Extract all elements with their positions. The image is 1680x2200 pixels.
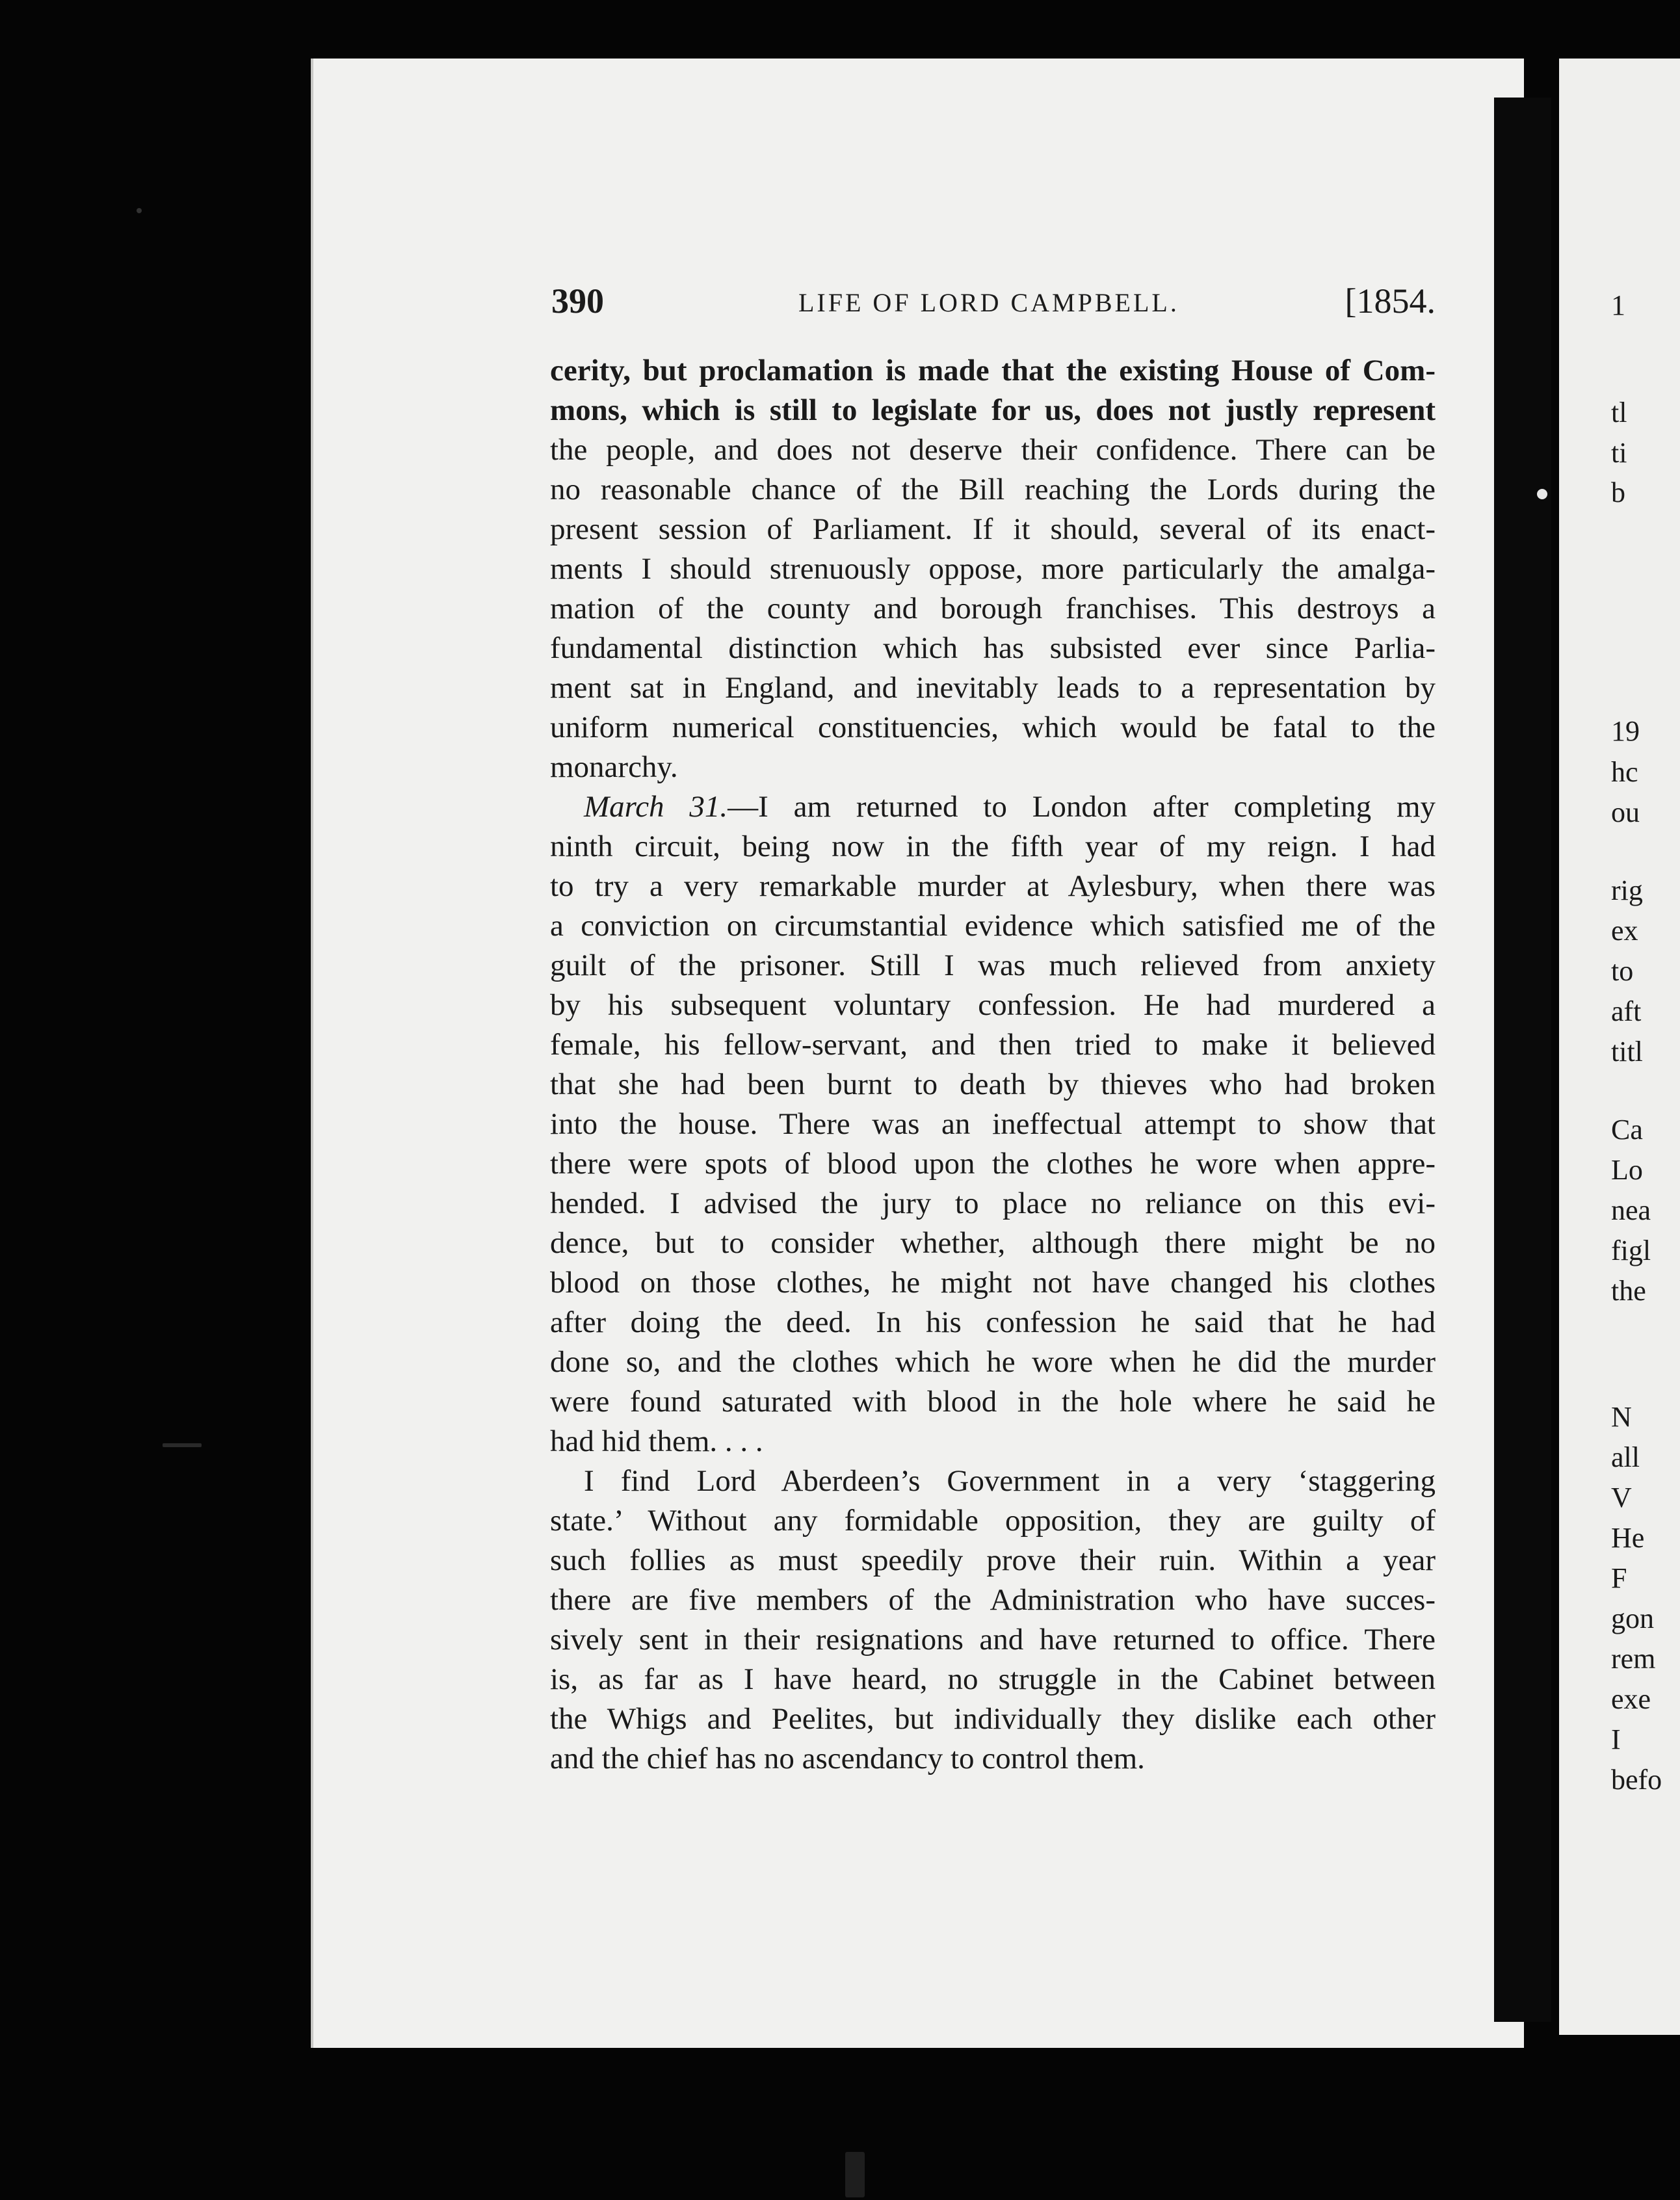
entry-date: March 31.: [584, 790, 728, 824]
page-number: 390: [551, 282, 604, 321]
facing-fragment: titl: [1611, 1036, 1643, 1067]
text-line: hended. I advised the jury to place no reliance on this evi-: [550, 1186, 1436, 1220]
facing-fragment: nea: [1611, 1194, 1651, 1226]
scan-mark: [845, 2152, 865, 2197]
facing-fragment: 1: [1611, 289, 1625, 321]
text-line: cerity, but proclamation is made that the existing House of Com-: [550, 354, 1436, 387]
text-line: uniform numerical constituencies, which would be fatal to the: [550, 711, 1436, 744]
page-gutter: [1494, 98, 1551, 2022]
facing-fragment: figl: [1611, 1235, 1651, 1266]
text-line: the people, and does not deserve their confidence. There can be: [550, 433, 1436, 467]
text-line: dence, but to consider whether, although there might be no: [550, 1226, 1436, 1260]
text-line: to try a very remarkable murder at Aylesbury, when there was: [550, 869, 1436, 903]
text-line: there are five members of the Administration who have succes-: [550, 1583, 1436, 1617]
text-line: monarchy.: [550, 750, 678, 784]
facing-fragment: ex: [1611, 915, 1638, 947]
facing-fragment: ou: [1611, 796, 1640, 828]
facing-fragment: to: [1611, 955, 1634, 987]
text-line: mons, which is still to legislate for us, does not justly represent: [550, 393, 1436, 427]
facing-fragment: Lo: [1611, 1154, 1643, 1186]
text-line: by his subsequent voluntary confession. He had murdered a: [550, 988, 1436, 1022]
facing-fragment: N: [1611, 1401, 1632, 1433]
text-line: blood on those clothes, he might not have changed his clothes: [550, 1266, 1436, 1300]
scan-speck: [137, 208, 142, 213]
text-line: ments I should strenuously oppose, more particularly the amalga-: [550, 552, 1436, 586]
facing-fragment: rem: [1611, 1643, 1656, 1675]
text-line: ninth circuit, being now in the fifth year of my reign. I had: [550, 830, 1436, 863]
text-line: that she had been burnt to death by thieves who had broken: [550, 1067, 1436, 1101]
page-header: [551, 281, 1436, 333]
paragraph-2: [550, 787, 1436, 1461]
text-span: —I am returned to London after completing my: [728, 790, 1436, 824]
text-line: the Whigs and Peelites, but individually they dislike each other: [550, 1702, 1436, 1736]
text-line: into the house. There was an ineffectual attempt to show that: [550, 1107, 1436, 1141]
text-line: guilt of the prisoner. Still I was much relieved from anxiety: [550, 949, 1436, 982]
text-line: no reasonable chance of the Bill reaching the Lords during the: [550, 473, 1436, 506]
text-line: present session of Parliament. If it should, several of its enact-: [550, 512, 1436, 546]
text-line: done so, and the clothes which he wore when he did the murder: [550, 1345, 1436, 1379]
text-line: sively sent in their resignations and have returned to office. There: [550, 1623, 1436, 1657]
facing-fragment: I: [1611, 1723, 1621, 1755]
facing-fragment: V: [1611, 1482, 1632, 1513]
facing-fragment: the: [1611, 1275, 1646, 1307]
facing-fragment: Ca: [1611, 1114, 1643, 1146]
page-body: [550, 351, 1436, 1779]
text-line: and the chief has no ascendancy to control them.: [550, 1742, 1145, 1775]
text-line: were found saturated with blood in the hole where he said he: [550, 1385, 1436, 1419]
text-line: mation of the county and borough franchises. This destroys a: [550, 592, 1436, 625]
facing-fragment: He: [1611, 1522, 1645, 1554]
text-line: state.’ Without any formidable opposition, they are guilty of: [550, 1504, 1436, 1538]
text-line: fundamental distinction which has subsisted ever since Parlia-: [550, 631, 1436, 665]
text-line: such follies as must speedily prove their ruin. Within a year: [550, 1543, 1436, 1577]
text-line: [550, 787, 1436, 827]
facing-fragment: tl: [1611, 397, 1627, 428]
scan-mark: [163, 1443, 202, 1447]
running-title: LIFE OF LORD CAMPBELL.: [798, 288, 1179, 317]
facing-fragment: all: [1611, 1441, 1640, 1473]
scan-speck: [1537, 489, 1547, 499]
paragraph-1: [550, 351, 1436, 787]
text-line: a conviction on circumstantial evidence which satisfied me of the: [550, 909, 1436, 943]
facing-fragment: rig: [1611, 874, 1643, 906]
text-line: there were spots of blood upon the clothes he wore when appre-: [550, 1147, 1436, 1181]
facing-fragment: hc: [1611, 756, 1638, 788]
facing-fragment: exe: [1611, 1683, 1651, 1715]
text-line: I find Lord Aberdeen’s Government in a very ‘staggering: [584, 1464, 1436, 1498]
facing-fragment: b: [1611, 477, 1625, 508]
text-line: had hid them. . . .: [550, 1424, 763, 1458]
text-line: is, as far as I have heard, no struggle in the Cabinet between: [550, 1662, 1436, 1696]
facing-fragment: gon: [1611, 1603, 1654, 1634]
header-year: [1854.: [1345, 282, 1436, 321]
text-line: after doing the deed. In his confession he said that he had: [550, 1305, 1436, 1339]
text-line: ment sat in England, and inevitably leads to a representation by: [550, 671, 1436, 705]
facing-page: [1559, 59, 1680, 2035]
paragraph-3: [550, 1461, 1436, 1779]
facing-fragment: ti: [1611, 437, 1627, 469]
facing-fragment: F: [1611, 1562, 1627, 1594]
facing-fragment: befo: [1611, 1764, 1662, 1796]
facing-fragment: aft: [1611, 995, 1642, 1027]
text-line: female, his fellow-servant, and then tried to make it believed: [550, 1028, 1436, 1062]
facing-fragment: 19: [1611, 715, 1640, 747]
